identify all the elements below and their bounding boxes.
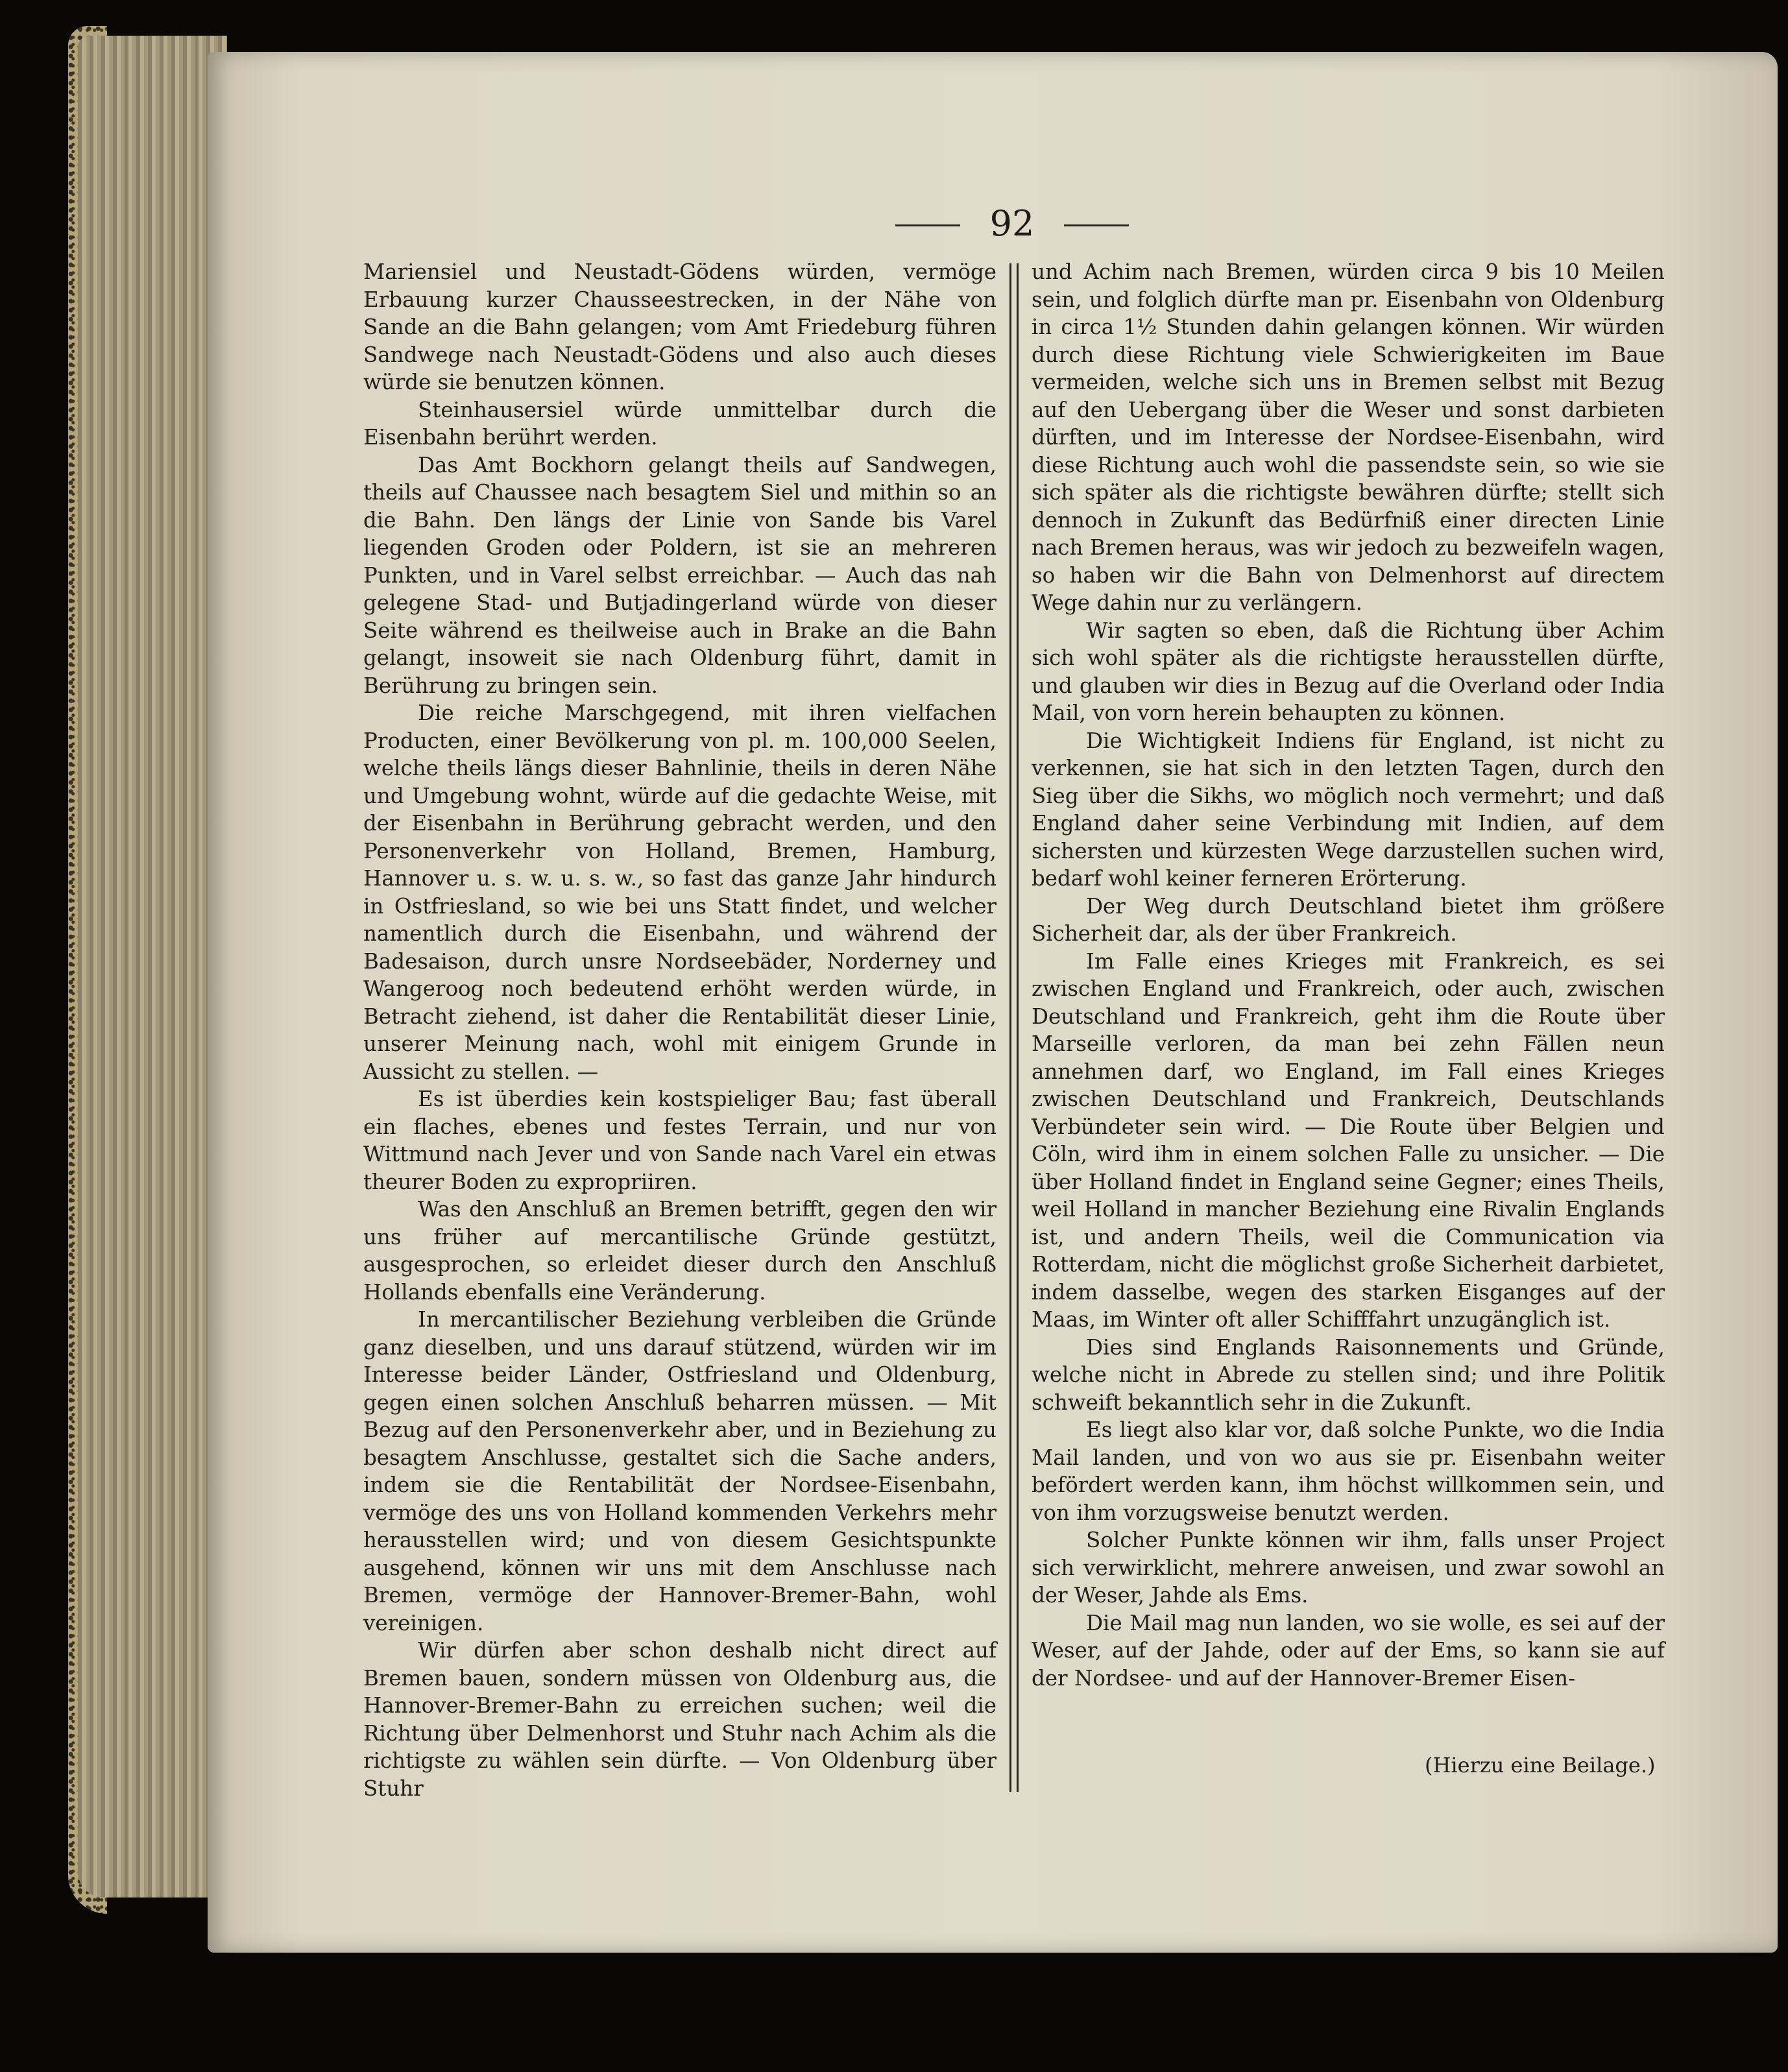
supplement-note: (Hierzu eine Beilage.): [1425, 1753, 1656, 1777]
page-number: 92: [989, 203, 1035, 244]
paragraph: Wir dürfen aber schon deshalb nicht direct auf Bremen bauen, sondern müssen von Oldenburg aus, die Hannover-Bremer-Bahn zu erreichen suchen; weil die Richtung über Delmenhorst und Stuhr nach Achim als die richtigste zu wählen sein dürfte. — Von Oldenburg über Stuhr: [363, 1638, 997, 1801]
paragraph: Was den Anschluß an Bremen betrifft, gegen den wir uns früher auf mercantilische Gründe gestützt, ausgesprochen, so erleidet dieser durch den Anschluß Hollands ebenfalls eine Veränderung.: [363, 1197, 997, 1305]
paragraph: Die Mail mag nun landen, wo sie wolle, es sei auf der Weser, auf der Jahde, oder auf der Ems, so kann sie auf der Nordsee- und auf der Hannover-Bremer Eisen-: [1032, 1610, 1665, 1691]
paragraph: Steinhausersiel würde unmittelbar durch die Eisenbahn berührt werden.: [363, 397, 997, 450]
left-column: [363, 258, 997, 1802]
header-rule-left: [895, 224, 960, 226]
right-column: [1032, 258, 1665, 1692]
paragraph: In mercantilischer Beziehung verbleiben die Gründe ganz dieselben, und uns darauf stützend, würden wir im Interesse beider Länder, Ostfriesland und Oldenburg, gegen einen solchen Anschluß beharren müssen. — Mit Bezug auf den Personenverkehr aber, und in Beziehung zu besagtem Anschlusse, gestaltet sich die Sache anders, indem sie die Rentabilität der Nordsee-Eisenbahn, vermöge des uns von Holland kommenden Verkehrs mehr herausstellen wird; und von diesem Gesichtspunkte ausgehend, können wir uns mit dem Anschlusse nach Bremen, vermöge der Hannover-Bremer-Bahn, wohl vereinigen.: [363, 1307, 997, 1635]
paragraph: Das Amt Bockhorn gelangt theils auf Sandwegen, theils auf Chaussee nach besagtem Siel und mithin so an die Bahn. Den längs der Linie von Sande bis Varel liegenden Groden oder Poldern, ist sie an mehreren Punkten, und in Varel selbst erreichbar. — Auch das nah gelegene Stad- und Butjadingerland würde von dieser Seite während es theilweise auch in Brake an die Bahn gelangt, insoweit sie nach Oldenburg führt, damit in Berührung zu bringen sein.: [363, 452, 997, 698]
paragraph: Es liegt also klar vor, daß solche Punkte, wo die India Mail landen, und von wo aus sie pr. Eisenbahn weiter befördert werden kann, ihm höchst willkommen sein, und von ihm vorzugsweise benutzt werden.: [1032, 1417, 1665, 1525]
paragraph: Im Falle eines Krieges mit Frankreich, es sei zwischen England und Frankreich, oder auch, zwischen Deutschland und Frankreich, geht ihm die Route über Marseille verloren, da man bei zehn Fällen neun annehmen darf, wo England, im Fall eines Krieges zwischen Deutschland und Frankreich, Deutschlands Verbündeter sein wird. — Die Route über Belgien und Cöln, wird ihm in einem solchen Falle zu unsicher. — Die über Holland findet in England seine Gegner; eines Theils, weil Holland in mancher Beziehung eine Rivalin Englands ist, und andern Theils, weil die Communication via Rotterdam, nicht die möglichst große Sicherheit darbietet, indem dasselbe, wegen des starken Eisganges auf der Maas, im Winter oft aller Schifffahrt unzugänglich ist.: [1032, 948, 1665, 1332]
header-rule-right: [1064, 224, 1129, 226]
page-stack-edge: [78, 36, 227, 1897]
paragraph: und Achim nach Bremen, würden circa 9 bis 10 Meilen sein, und folglich dürfte man pr. Eisenbahn von Oldenburg in circa 1½ Stunden dahin gelangen können. Wir würden durch diese Richtung viele Schwierigkeiten im Baue vermeiden, welche sich uns in Bremen selbst mit Bezug auf den Uebergang über die Weser und sonst darbieten dürften, und im Interesse der Nordsee-Eisenbahn, wird diese Richtung auch wohl die passendste sein, so wie sie sich später als die richtigste bewähren dürfte; stellt sich dennoch in Zukunft das Bedürfniß einer directen Linie nach Bremen heraus, was wir jedoch zu bezweifeln wagen, so haben wir die Bahn von Delmenhorst auf directem Wege dahin nur zu verlängern.: [1032, 259, 1665, 615]
column-divider: [1009, 263, 1019, 1792]
paragraph: Dies sind Englands Raisonnements und Gründe, welche nicht in Abrede zu stellen sind; und ihre Politik schweift bekanntlich sehr in die Zukunft.: [1032, 1334, 1665, 1415]
paragraph: Wir sagten so eben, daß die Richtung über Achim sich wohl später als die richtigste herausstellen dürfte, und glauben wir dies in Bezug auf die Overland oder India Mail, von vorn herein behaupten zu können.: [1032, 618, 1665, 725]
paragraph: Der Weg durch Deutschland bietet ihm größere Sicherheit dar, als der über Frankreich.: [1032, 893, 1665, 946]
paragraph: Mariensiel und Neustadt-Gödens würden, vermöge Erbauung kurzer Chausseestrecken, in der Nähe von Sande an die Bahn gelangen; vom Amt Friedeburg führen Sandwege nach Neustadt-Gödens und also auch dieses würde sie benutzen können.: [363, 259, 997, 394]
paragraph: Solcher Punkte können wir ihm, falls unser Project sich verwirklicht, mehrere anweisen, und zwar sowohl an der Weser, Jahde als Ems.: [1032, 1528, 1665, 1608]
paragraph: Es ist überdies kein kostspieliger Bau; fast überall ein flaches, ebenes und festes Terrain, und nur von Wittmund nach Jever und von Sande nach Varel ein etwas theurer Boden zu expropriiren.: [363, 1087, 997, 1194]
paragraph: Die reiche Marschgegend, mit ihren vielfachen Producten, einer Bevölkerung von pl. m. 100,000 Seelen, welche theils längs dieser Bahnlinie, theils in deren Nähe und Umgebung wohnt, würde auf die gedachte Weise, mit der Eisenbahn in Berührung gebracht werden, und den Personenverkehr von Holland, Bremen, Hamburg, Hannover u. s. w. u. s. w., so fast das ganze Jahr hindurch in Ostfriesland, so wie bei uns Statt findet, und welcher namentlich durch die Eisenbahn, und während der Badesaison, durch unsre Nordseebäder, Norderney und Wangeroog noch bedeutend erhöht werden würde, in Betracht ziehend, ist daher die Rentabilität dieser Linie, unserer Meinung nach, wohl mit einigem Grunde in Aussicht zu stellen. —: [363, 701, 997, 1084]
paragraph: Die Wichtigkeit Indiens für England, ist nicht zu verkennen, sie hat sich in den letzten Tagen, durch den Sieg über die Sikhs, wo möglich noch vermehrt; und daß England daher seine Verbindung mit Indien, auf dem sichersten und kürzesten Wege darzustellen suchen wird, bedarf wohl keiner ferneren Erörterung.: [1032, 728, 1665, 891]
